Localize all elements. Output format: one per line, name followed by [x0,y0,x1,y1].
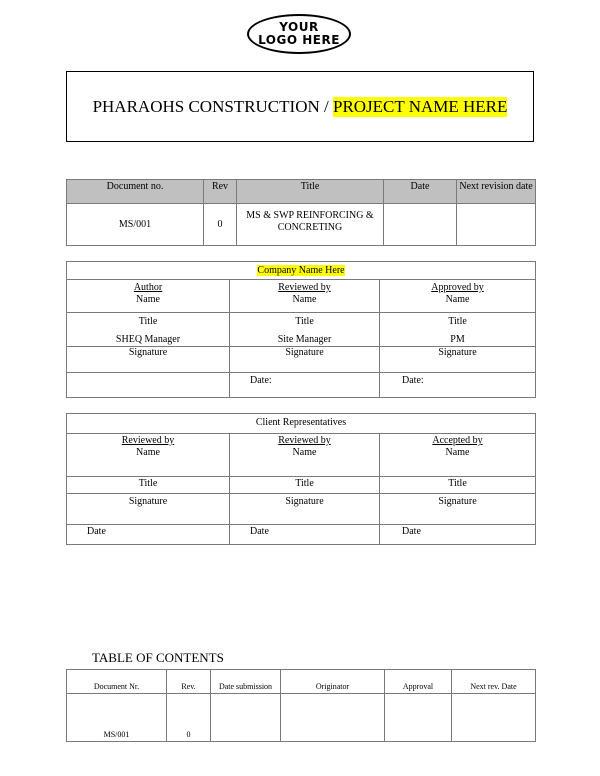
company-name-header [67,262,536,280]
author-title-cell [67,313,230,347]
reviewer-signature: Signature [230,347,380,373]
document-info-table [66,179,536,246]
company-title: PHARAOHS CONSTRUCTION [92,96,320,116]
logo-line-1: YOUR [279,20,319,34]
header-title: Title [237,180,384,204]
reviewer-cell [230,280,380,313]
client-reviewer-2-cell [230,434,380,477]
doc-title: MS & SWP REINFORCING & CONCRETING [237,204,384,246]
client-reviewer-2-name: Name [292,447,317,458]
header-document-no: Document no. [67,180,204,204]
client-reviewer-1-date: Date [67,525,230,545]
company-signature-table [66,261,536,398]
toc-table [66,669,536,742]
toc-header-date-submission: Date submission [211,670,281,694]
toc-header-rev: Rev. [167,670,211,694]
logo-line-2: LOGO HERE [258,33,340,47]
client-reviewer-2-title: Title [230,477,380,494]
reviewer-role: Reviewed by [278,282,331,293]
client-reviewer-2-signature: Signature [230,494,380,525]
client-reviewer-1-title: Title [67,477,230,494]
toc-header-document-nr: Document Nr. [67,670,167,694]
approver-title-cell [380,313,536,347]
client-signature-table [66,413,536,545]
client-acceptor-role: Accepted by [432,435,483,446]
client-acceptor-date: Date [380,525,536,545]
document-title-box [66,71,534,142]
author-cell [67,280,230,313]
header-next-revision-date: Next revision date [457,180,536,204]
approver-name: Name [445,294,470,305]
company-name: Company Name Here [257,265,345,276]
approver-title-value: PM [450,334,465,345]
client-representatives-header: Client Representatives [67,414,536,434]
toc-row-next-rev-date [452,694,536,742]
author-role: Author [133,282,163,293]
approver-signature: Signature [380,347,536,373]
client-acceptor-cell [380,434,536,477]
title-separator: / [319,96,333,116]
author-date [67,373,230,398]
client-acceptor-signature: Signature [380,494,536,525]
reviewer-title-label: Title [295,316,314,327]
toc-row-originator [281,694,385,742]
reviewer-title-cell [230,313,380,347]
client-reviewer-1-role: Reviewed by [121,435,175,446]
toc-row-document-nr: MS/001 [67,694,167,742]
toc-header-next-rev-date: Next rev. Date [452,670,536,694]
author-title-value: SHEQ Manager [115,334,181,345]
reviewer-title-value: Site Manager [277,334,332,345]
doc-number: MS/001 [67,204,204,246]
logo [247,14,351,54]
client-reviewer-1-name: Name [136,447,160,458]
toc-header-originator: Originator [281,670,385,694]
doc-rev: 0 [204,204,237,246]
approver-title-label: Title [448,316,467,327]
client-acceptor-title: Title [380,477,536,494]
toc-header-approval: Approval [385,670,452,694]
doc-date [384,204,457,246]
header-date: Date [384,180,457,204]
approver-role: Approved by [431,282,484,293]
doc-next-revision [457,204,536,246]
header-rev: Rev [204,180,237,204]
toc-row-rev: 0 [167,694,211,742]
toc-row-date-submission [211,694,281,742]
author-title-label: Title [138,316,158,327]
toc-row-approval [385,694,452,742]
client-reviewer-1-cell [67,434,230,477]
reviewer-date: Date: [230,373,380,398]
client-reviewer-1-signature: Signature [67,494,230,525]
client-reviewer-2-role: Reviewed by [278,435,331,446]
reviewer-name: Name [292,294,317,305]
author-signature: Signature [67,347,230,373]
project-name: PROJECT NAME HERE [332,96,508,116]
client-reviewer-2-date: Date [230,525,380,545]
author-name: Name [136,294,160,305]
approver-date: Date: [380,373,536,398]
toc-heading: TABLE OF CONTENTS [92,650,224,665]
client-acceptor-name: Name [445,447,470,458]
approver-cell [380,280,536,313]
